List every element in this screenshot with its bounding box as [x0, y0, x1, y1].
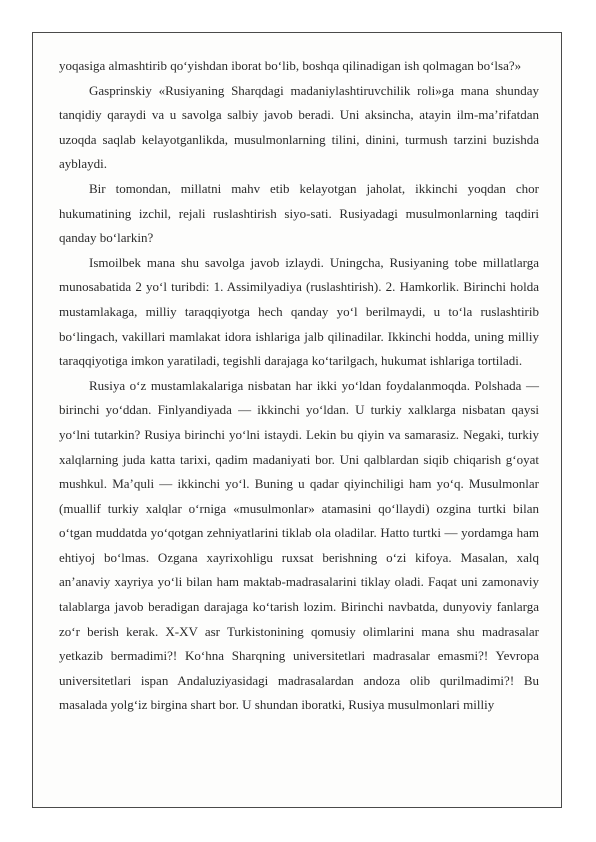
paragraph-2: Gasprinskiy «Rusiyaning Sharqdagi madaniylashtiruvchilik roli»ga mana shunday tanqidiy qaraydi va u savolga salbiy javob beradi. Uni aksincha, atayin ilm-ma’rifatdan uzoqda saqlab kelayotganlikda, musulmonlarning tilini, dinini, turmush tarzini buzishda ayblaydi.: [59, 82, 539, 172]
paragraph-5: Rusiya o‘z mustamlakalariga nisbatan har ikki yo‘ldan foydalanmoqda. Polshada — birinchi yo‘ddan. Finlyandiyada — ikkinchi yo‘ldan. U turkiy xalklarga nisbatan qaysi yo‘lni tutarkin? Rusiya birinchi yo‘lni istaydi. Lekin bu qiyin va samarasiz. Negaki, turkiy xalqlarning juda katta tarixi, qadim madaniyati bor. Uni qalblardan siqib chiqarish g‘oyat mushkul. Ma’quli — ikkinchi yo‘l. Buning u qadar qiyinchiligi ham yo‘q. Musulmonlar (muallif turkiy xalqlar o‘rniga «musulmonlar» atamasini qo‘llaydi) ozgina turtki bilan o‘tgan muddatda yo‘qotgan zehniyatlarini tiklab ola oladilar. Hatto turtki — yordamga ham ehtiyoj bo‘lmas. Ozgana xayrixohligu ruxsat berishning o‘zi kifoya. Masalan, xalq an’anaviy xayriya yo‘li bilan ham maktab-madrasalarini tiklay oladi. Faqat uni zamonaviy talablarga javob beradigan darajaga ko‘tarish lozim. Birinchi navbatda, dunyoviy fanlarga zo‘r berish kerak. X-XV asr Turkistonining qomusiy olimlarini mana shu madrasalar yetkazib bermadimi?! Ko‘hna Sharqning universitetlari madrasalar emasmi?! Yevropa universitetlari ispan Andaluziyasidagi madrasalardan andoza olib qurilmadimi?! Bu masalada yolg‘iz birgina shart bor. U shundan iboratki, Rusiya musulmonlari milliy: [59, 377, 539, 713]
paragraph-4: Ismoilbek mana shu savolga javob izlaydi. Uningcha, Rusiyaning tobe millatlarga munosabatida 2 yo‘l turibdi: 1. Assimilyadiya (ruslashtirish). 2. Hamkorlik. Birinchi holda mustamlakaga, milliy taraqqiyotga hech qanday yo‘l berilmaydi, u to‘la ruslashtirib bo‘lingach, vakillari mamlakat idora ishlariga jalb qilinadilar. Ikkinchi hodda, uning milliy taraqqiyotiga imkon yaratiladi, tegishli darajaga ko‘tarilgach, hukumat ishlariga tortiladi.: [59, 254, 539, 369]
paragraph-1: yoqasiga almashtirib qo‘yishdan iborat bo‘lib, boshqa qilinadigan ish qolmagan bo‘lsa?»: [59, 58, 522, 73]
paragraph-3: Bir tomondan, millatni mahv etib kelayotgan jaholat, ikkinchi yoqdan chor hukumatining izchil, rejali ruslashtirish siyo-sati. Rusiyadagi musulmonlarning taqdiri qanday bo‘larkin?: [59, 180, 539, 246]
document-body: [59, 54, 539, 718]
